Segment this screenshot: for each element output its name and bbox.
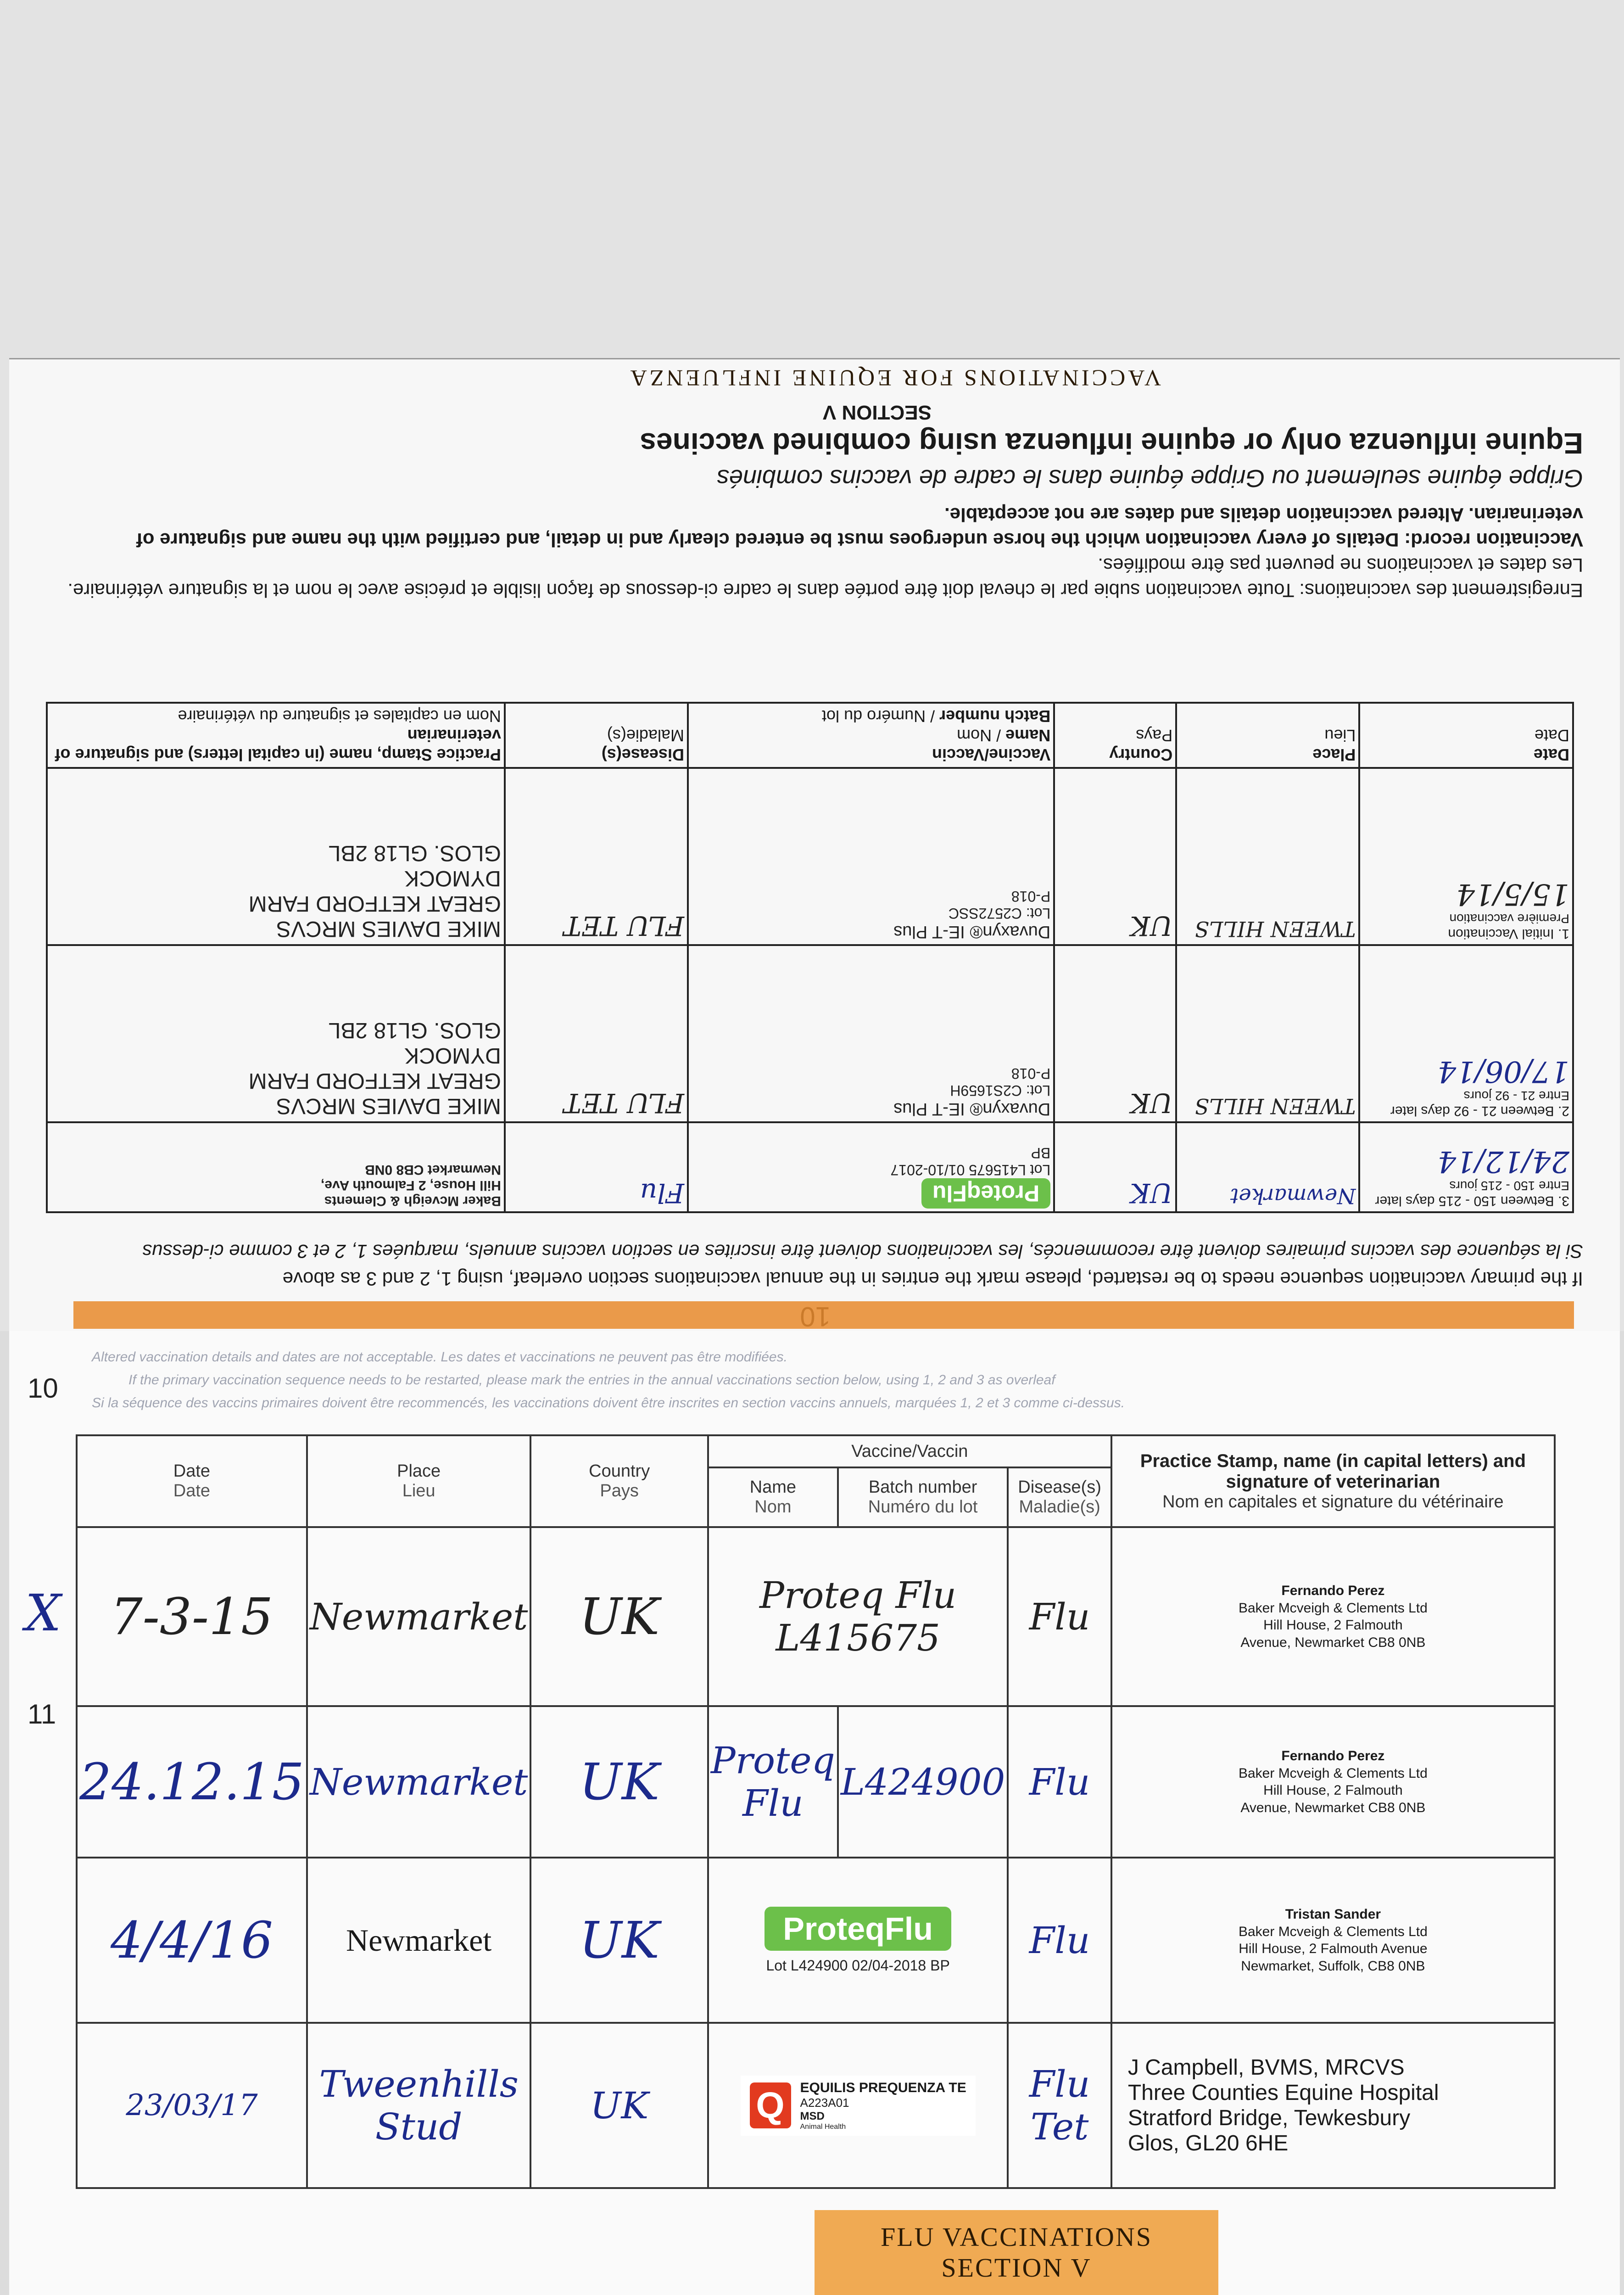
lot-code: BP <box>1031 1145 1051 1161</box>
header-name-fr: Nom <box>957 726 992 745</box>
vaccine-cell <box>708 1527 1008 1706</box>
batch-value: L424900 <box>840 1760 1005 1803</box>
stamp-line: Newmarket, Suffolk, CB8 0NB <box>1241 1958 1425 1974</box>
country-cell <box>530 2023 708 2188</box>
header-stamp-fr: Nom en capitales et signature du vétérinaire <box>1162 1492 1504 1511</box>
vaccine-name: Duvaxyn® IE-T Plus <box>893 922 1051 941</box>
header-country-fr: Pays <box>600 1481 639 1500</box>
header-date <box>77 1435 307 1527</box>
date-cell <box>77 1706 307 1858</box>
header-stamp-fr: Nom en capitales et signature du vétérinaire <box>178 707 501 726</box>
msd-logo: MSD <box>800 2110 825 2122</box>
disease-cell <box>1008 1706 1111 1858</box>
vaccine-name: Proteq Flu <box>710 1739 835 1825</box>
stamp-line: Fernando Perez <box>1281 1748 1385 1763</box>
country-value: UK <box>579 1911 660 1970</box>
row-1-date-cell <box>1359 768 1573 945</box>
date-value: 15/5/14 <box>1456 877 1569 911</box>
disease-value: FLU TET <box>564 910 684 941</box>
vaccine-name: Duvaxyn® IE-T Plus <box>893 1099 1051 1119</box>
page-10-table <box>46 702 1574 1213</box>
disease-value: Flu <box>640 1177 684 1209</box>
header-batch-fr: Numéro du lot <box>822 707 926 726</box>
lot-prefix: Lot <box>766 1957 787 1974</box>
page-10-rotated-content <box>9 359 1620 1342</box>
stamp-line: Hill House, 2 Falmouth Avenue <box>1239 1941 1428 1956</box>
date-cell <box>77 2023 307 2188</box>
stamp-line: Stratford Bridge, Tewkesbury <box>1127 2106 1411 2130</box>
place-value: Newmarket <box>346 1922 492 1958</box>
place-value: TWEEN HILLS <box>1194 917 1356 941</box>
stamp-line: Hill House, 2 Falmouth <box>1263 1618 1403 1633</box>
header-batch-label: Batch number <box>939 707 1051 726</box>
country-value: UK <box>1130 910 1173 941</box>
header-place-fr: Lieu <box>1324 726 1356 745</box>
header-vaccine: Vaccine/Vaccin Name / Nom Batch number / Numéro du lot <box>688 703 1054 768</box>
header-batch-label: Batch number <box>868 1478 977 1497</box>
header-disease-label: Disease(s) <box>1018 1478 1101 1497</box>
row-2-place-cell <box>1176 945 1359 1122</box>
table-row <box>77 2023 1555 2188</box>
page-number: 11 <box>28 1699 56 1730</box>
header-place-label: Place <box>1312 745 1356 764</box>
row-1-place-cell <box>1176 768 1359 945</box>
stamp-line: Baker Mcveigh & Clements Ltd <box>1238 1765 1428 1781</box>
stamp-line: DYMOCK <box>404 866 501 890</box>
vaccine-cell <box>708 2023 1008 2188</box>
stamp-line: Avenue, Newmarket CB8 0NB <box>1240 1634 1426 1650</box>
header-country-label: Country <box>589 1461 650 1481</box>
stamp-line: DYMOCK <box>404 1043 501 1068</box>
disease-value: Flu <box>1029 1760 1090 1803</box>
row-2-country-cell <box>1054 945 1176 1122</box>
disease-cell <box>1008 1527 1111 1706</box>
place-cell <box>307 1706 531 1858</box>
instructions-en: Vaccination record: Details of every vaccination which the horse undergoes must be entered clearly and in detail, and certified with the name and signature of veterinarian. Altered vaccination details and dates are not acceptable. <box>136 504 1583 551</box>
row-label-fr: Première vaccination <box>1449 912 1569 926</box>
proteqflu-sticker: ProteqFlu <box>921 1178 1050 1209</box>
stamp-cell <box>1111 1706 1555 1858</box>
disease-value: Flu Tet <box>1029 2063 1090 2148</box>
header-date-fr: Date <box>1534 726 1569 745</box>
row-2-disease-cell <box>505 945 688 1122</box>
msd-logo-sub: Animal Health <box>800 2122 846 2131</box>
row-3-country-cell <box>1054 1122 1176 1212</box>
stamp-line: GREAT KETFORD FARM <box>248 891 501 916</box>
stamp-line: Tristan Sander <box>1285 1907 1381 1922</box>
blurred-note-1: Altered vaccination details and dates are not acceptable. Les dates et vaccinations ne peuvent pas être modifiées. <box>92 1349 787 1365</box>
vaccine-cell <box>708 1858 1008 2023</box>
country-value: UK <box>590 2084 649 2127</box>
table-row <box>77 1706 1555 1858</box>
header-country <box>530 1435 708 1527</box>
row-1-stamp-cell <box>47 768 505 945</box>
stamp-line: Avenue, Newmarket CB8 0NB <box>1240 1800 1426 1815</box>
lot-code: P-018 <box>1011 888 1051 905</box>
stamp-line: Three Counties Equine Hospital <box>1127 2081 1439 2105</box>
place-value: Newmarket <box>1230 1184 1356 1209</box>
footer-section: SECTION V <box>941 2253 1092 2283</box>
header-place <box>307 1435 531 1527</box>
stamp-line: J Campbell, BVMS, MRCVS <box>1127 2055 1405 2080</box>
stamp-line: MIKE DAVIES MRCVS <box>276 1094 501 1118</box>
header-date-fr: Date <box>173 1481 211 1500</box>
header-name-label: Name <box>1005 726 1051 745</box>
header-batch-fr: Numéro du lot <box>868 1497 978 1517</box>
header-country-label: Country <box>1109 745 1173 764</box>
stamp-line: Fernando Perez <box>1281 1583 1385 1598</box>
row-label-fr: Entre 150 - 215 jours <box>1449 1179 1569 1193</box>
footer-note-en: If the primary vaccination sequence needs to be restarted, please mark the entries in the annual vaccinations section overleaf, using 1, 2 and 3 as above <box>282 1268 1583 1290</box>
footer-title: FLU VACCINATIONS <box>880 2222 1153 2252</box>
header-stamp <box>47 703 505 768</box>
date-value: 17/06/14 <box>1437 1054 1569 1088</box>
date-value: 24/12/14 <box>1437 1144 1569 1178</box>
header-vaccine <box>708 1435 1111 1467</box>
lot-number: Lot: C2S1659H <box>950 1082 1051 1099</box>
header-date <box>1359 703 1573 768</box>
place-cell <box>307 1858 531 2023</box>
header-country <box>1054 703 1176 768</box>
equilis-sticker <box>741 2076 976 2136</box>
country-cell <box>530 1858 708 2023</box>
row-2-date-cell <box>1359 945 1573 1122</box>
vaccine-name: EQUILIS PREQUENZA TE <box>800 2080 966 2095</box>
vaccine-cell <box>708 1706 838 1858</box>
row-3-disease-cell <box>505 1122 688 1212</box>
blurred-note-3: Si la séquence des vaccins primaires doivent être recommencés, les vaccinations doivent être inscrites en section vaccins annuels, marquées 1, 2 et 3 comme ci-dessus. <box>92 1395 1125 1411</box>
stamp-line: GLOS. GL18 2BL <box>328 841 501 865</box>
lot-number: Lot: C2572SSC <box>948 905 1051 922</box>
stamp-line: Baker Mcveigh & Clements <box>324 1193 501 1209</box>
section-band <box>73 1301 1574 1329</box>
place-value: Newmarket <box>309 1760 528 1803</box>
place-value: Newmarket <box>309 1595 528 1638</box>
page-10-edge-number: 10 <box>28 1373 58 1404</box>
date-value: 24.12.15 <box>79 1752 304 1811</box>
country-cell <box>530 1706 708 1858</box>
page-10 <box>9 358 1620 1342</box>
table-row <box>77 1858 1555 2023</box>
disease-value: Flu <box>1029 1595 1090 1638</box>
header-stamp <box>1111 1435 1555 1527</box>
stamp-line: Glos, GL20 6HE <box>1127 2131 1289 2155</box>
place-value: Tweenhills Stud <box>319 2063 519 2148</box>
stamp-line: MIKE DAVIES MRCVS <box>276 917 501 941</box>
header-name <box>708 1467 838 1527</box>
batch-value: A223A01 <box>800 2095 849 2110</box>
q-logo-icon: Q <box>750 2082 791 2128</box>
header-place-label: Place <box>397 1461 441 1481</box>
disease-cell <box>1008 2023 1111 2188</box>
row-label: 1. Initial Vaccination <box>1448 926 1569 941</box>
stamp-cell <box>1111 1527 1555 1706</box>
stamp-line: Hill House, 2 Falmouth <box>1263 1783 1403 1798</box>
lot-number: Lot L415675 01/10-2017 <box>890 1162 1051 1178</box>
row-3-vaccine-cell <box>688 1122 1054 1212</box>
footer-note-fr: Si la séquence des vaccins primaires doivent être recommencés, les vaccinations doivent être inscrites en section vaccins annuels, marquées 1, 2 et 3 comme ci-dessus <box>142 1241 1583 1262</box>
row-3-date-cell <box>1359 1122 1573 1212</box>
row-1-country-cell <box>1054 768 1176 945</box>
header-name-fr: Nom <box>754 1497 792 1517</box>
header-place-fr: Lieu <box>402 1481 435 1500</box>
band-title: VACCINATIONS FOR EQUINE INFLUENZA <box>627 365 1161 391</box>
row-label-fr: Entre 21 - 92 jours <box>1463 1089 1569 1103</box>
row-3-place-cell <box>1176 1122 1359 1212</box>
batch-value: L424900 02/04-2018 <box>790 1957 926 1974</box>
place-cell <box>307 2023 531 2188</box>
section-subtitle: Grippe équine seulement ou Grippe équine dans le cadre de vaccins combinés <box>716 465 1583 492</box>
header-batch <box>838 1467 1008 1527</box>
header-date-label: Date <box>1533 745 1569 764</box>
header-disease <box>505 703 688 768</box>
stamp-line: Baker Mcveigh & Clements Ltd <box>1238 1924 1428 1939</box>
row-2-vaccine-cell <box>688 945 1054 1122</box>
instructions-fr: Enregistrement des vaccinations: Toute vaccination subie par le cheval doit être portée dans le cadre ci-dessous de façon lisible et précise avec le nom et la signature vétérinaire. Les dates et vaccinations ne peuvent pas être modifiées. <box>67 554 1583 601</box>
header-date-label: Date <box>173 1461 211 1481</box>
country-value: UK <box>1130 1087 1173 1119</box>
proteqflu-sticker: ProteqFlu <box>765 1907 951 1951</box>
disease-value: Flu <box>1029 1919 1090 1962</box>
row-1-vaccine-cell <box>688 768 1054 945</box>
country-value: UK <box>579 1587 660 1646</box>
margin-x-mark: X <box>25 1584 61 1642</box>
section-title: Equine influenza only or equine influenza using combined vaccines <box>640 427 1583 460</box>
header-disease-label: Disease(s) <box>601 745 684 764</box>
place-value: TWEEN HILLS <box>1194 1094 1356 1119</box>
section-label: SECTION V <box>822 401 932 424</box>
row-label: 3. Between 150 - 215 days later <box>1375 1193 1569 1209</box>
table-row <box>77 1527 1555 1706</box>
header-name-label: Name <box>749 1478 797 1497</box>
header-disease <box>1008 1467 1111 1527</box>
header-vaccine-label: Vaccine/Vaccin <box>851 1441 968 1461</box>
row-label: 2. Between 21 - 92 days later <box>1390 1103 1569 1119</box>
header-vaccine-label: Vaccine/Vaccin <box>932 745 1051 764</box>
date-value: 4/4/16 <box>110 1911 273 1970</box>
stamp-line: Hill House, 2 Falmouth Ave, <box>321 1178 501 1193</box>
disease-cell <box>1008 1858 1111 2023</box>
stamp-cell <box>1111 1858 1555 2023</box>
stamp-line: GLOS. GL18 2BL <box>328 1018 501 1042</box>
country-value: UK <box>579 1752 660 1811</box>
disease-value: FLU TET <box>564 1087 684 1119</box>
stamp-line: Newmarket CB8 0NB <box>365 1162 501 1177</box>
row-2-stamp-cell <box>47 945 505 1122</box>
country-cell <box>530 1527 708 1706</box>
date-cell <box>77 1858 307 2023</box>
header-disease-fr: Maladie(s) <box>1019 1497 1100 1517</box>
stamp-line: Baker Mcveigh & Clements Ltd <box>1238 1600 1428 1616</box>
place-cell <box>307 1527 531 1706</box>
date-cell <box>77 1527 307 1706</box>
vaccination-table <box>76 1434 1556 2187</box>
header-stamp-label: Practice Stamp, name (in capital letters) and signature of veterinarian <box>55 726 501 764</box>
row-1-disease-cell <box>505 768 688 945</box>
header-disease-fr: Maladie(s) <box>607 726 684 745</box>
row-3-stamp-cell <box>47 1122 505 1212</box>
date-value: 7-3-15 <box>110 1587 273 1646</box>
header-country-fr: Pays <box>1136 726 1173 745</box>
vaccine-name: Proteq Flu <box>759 1574 957 1617</box>
batch-value: L415675 <box>776 1617 940 1659</box>
batch-cell <box>838 1706 1008 1858</box>
stamp-cell <box>1111 2023 1555 2188</box>
footer-tab <box>815 2210 1218 2295</box>
stamp-line: GREAT KETFORD FARM <box>248 1069 501 1093</box>
batch-suffix: BP <box>930 1957 950 1974</box>
country-value: UK <box>1130 1177 1173 1209</box>
header-place <box>1176 703 1359 768</box>
blurred-note-2: If the primary vaccination sequence needs to be restarted, please mark the entries in the annual vaccinations section below, using 1, 2 and 3 as overleaf <box>128 1372 1055 1388</box>
date-value: 23/03/17 <box>126 2088 258 2122</box>
lot-code: P-018 <box>1011 1065 1051 1082</box>
header-stamp-label: Practice Stamp, name (in capital letters) and signature of veterinarian <box>1140 1450 1526 1492</box>
